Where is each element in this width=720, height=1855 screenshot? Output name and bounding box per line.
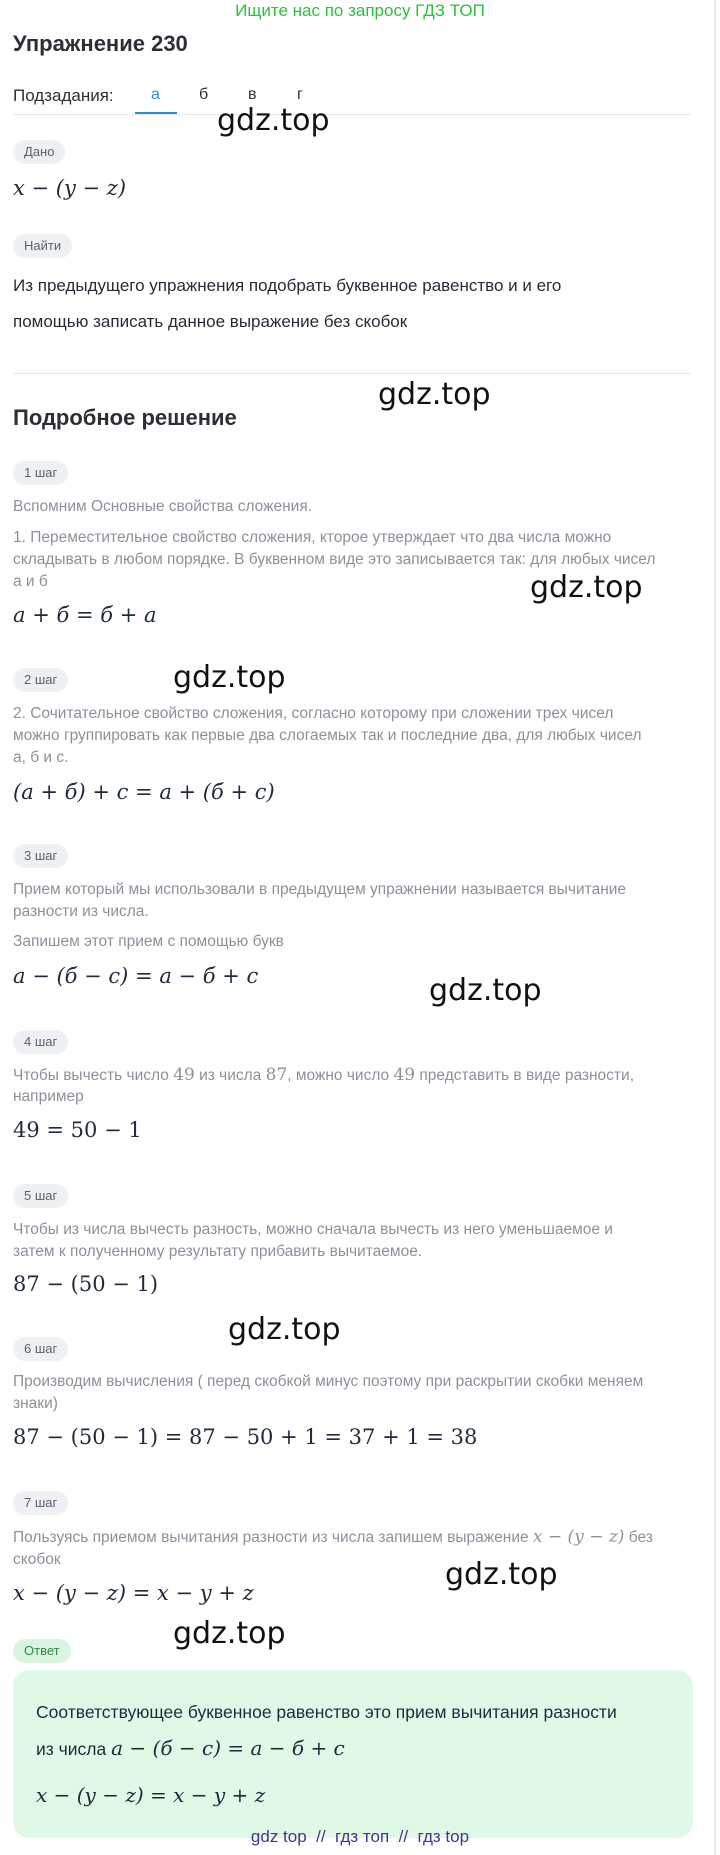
step-1-text-3: складывать в любом порядке. В буквенном виде это записывается так: для любых чисел bbox=[13, 551, 656, 568]
watermark: gdz.top bbox=[173, 1616, 286, 1651]
section-divider bbox=[13, 373, 691, 374]
top-banner[interactable]: Ищите нас по запросу ГДЗ ТОП bbox=[235, 1, 485, 20]
solution-heading: Подробное решение bbox=[13, 405, 237, 430]
tab-b[interactable]: б bbox=[199, 86, 209, 103]
find-chip: Найти bbox=[13, 234, 72, 258]
subtasks-label: Подзадания: bbox=[13, 86, 114, 105]
step-7-text-1 bbox=[13, 1526, 698, 1549]
step-2-text-2: можно группировать как первые два слогаемых так и последние два, для любых чисел bbox=[13, 727, 642, 744]
answer-line-2-expression: a − (б − c) = a − б + c bbox=[111, 1736, 345, 1760]
footer-separator: // bbox=[316, 1827, 326, 1846]
step-2-formula: (a + б) + c = a + (б + c) bbox=[13, 780, 275, 804]
step-4-number-87: 87 bbox=[265, 1065, 288, 1085]
step-6-text-1: Производим вычисления ( перед скобкой минус поэтому при раскрытии скобки меняем bbox=[13, 1373, 644, 1390]
step-5-text-1: Чтобы из числа вычесть разность, можно сначала вычесть из него уменьшаемое и bbox=[13, 1221, 613, 1238]
step-6-chip: 6 шаг bbox=[13, 1337, 68, 1361]
tab-a[interactable]: а bbox=[151, 86, 160, 103]
step-7-text-part: без bbox=[624, 1529, 653, 1546]
step-3-text-3: Запишем этот прием с помощью букв bbox=[13, 933, 284, 950]
footer-link-gdz-top-ru[interactable]: гдз топ bbox=[335, 1827, 390, 1846]
given-expression: x − (y − z) bbox=[13, 176, 127, 200]
given-chip: Дано bbox=[13, 140, 65, 164]
watermark: gdz.top bbox=[530, 570, 643, 605]
step-5-text-2: затем к полученному результату прибавить вычитаемое. bbox=[13, 1243, 423, 1260]
tabs-divider bbox=[13, 114, 691, 115]
step-7-text-part: Пользуясь приемом вычитания разности из числа запишем выражение bbox=[13, 1529, 533, 1546]
step-4-text-part: Чтобы вычесть число bbox=[13, 1067, 174, 1084]
answer-chip: Ответ bbox=[13, 1639, 71, 1663]
step-1-text-1: Вспомним Основные свойства сложения. bbox=[13, 498, 313, 515]
footer-separator: // bbox=[398, 1827, 409, 1846]
step-4-number-49: 49 bbox=[393, 1065, 416, 1085]
right-border bbox=[714, 0, 716, 1855]
page-title: Упражнение 230 bbox=[13, 31, 188, 56]
step-7-text-2: скобок bbox=[13, 1551, 61, 1568]
step-7-inline-expression: x − (y − z) bbox=[532, 1527, 625, 1547]
step-1-text-4: а и б bbox=[13, 573, 48, 590]
watermark: gdz.top bbox=[173, 660, 286, 695]
step-4-text-part: представить в виде разности, bbox=[415, 1067, 634, 1084]
step-5-formula: 87 − (50 − 1) bbox=[13, 1272, 159, 1296]
step-4-text-part: , можно число bbox=[287, 1067, 394, 1084]
answer-line-1: Соответствующее буквенное равенство это прием вычитания разности bbox=[36, 1702, 617, 1722]
step-6-formula: 87 − (50 − 1) = 87 − 50 + 1 = 37 + 1 = 38 bbox=[13, 1425, 478, 1449]
footer-link-gdz-top[interactable]: gdz top bbox=[250, 1827, 307, 1846]
step-1-text-2: 1. Переместительное свойство сложения, кторое утверждает что два числа можно bbox=[13, 529, 612, 546]
step-4-number-49: 49 bbox=[173, 1065, 195, 1085]
watermark: gdz.top bbox=[228, 1312, 341, 1347]
step-4-text-part: из числа bbox=[194, 1067, 266, 1084]
step-1-formula: a + б = б + a bbox=[13, 603, 157, 627]
step-4-text-2: например bbox=[13, 1088, 84, 1105]
tab-v[interactable]: в bbox=[248, 86, 257, 103]
step-1-chip: 1 шаг bbox=[13, 461, 68, 485]
watermark: gdz.top bbox=[445, 1557, 558, 1592]
watermark: gdz.top bbox=[378, 377, 491, 412]
find-text-line-1: Из предыдущего упражнения подобрать буквенное равенство и и его bbox=[13, 276, 562, 295]
step-6-text-2: знаки) bbox=[13, 1395, 58, 1412]
watermark: gdz.top bbox=[217, 103, 330, 138]
step-4-formula: 49 = 50 − 1 bbox=[13, 1118, 142, 1142]
answer-line-2 bbox=[36, 1731, 676, 1767]
find-text-line-2: помощью записать данное выражение без скобок bbox=[13, 312, 408, 331]
step-2-text-3: а, б и с. bbox=[13, 749, 69, 766]
answer-line-3 bbox=[36, 1778, 676, 1814]
answer-final-expression: x − (y − z) = x − y + z bbox=[36, 1783, 266, 1807]
step-2-text-1: 2. Сочитательное свойство сложения, согласно которому при сложении трех чисел bbox=[13, 705, 614, 722]
answer-line-2-prefix: из числа bbox=[36, 1739, 112, 1759]
step-3-text-1: Прием который мы использовали в предыдущем упражнении называется вычитание bbox=[13, 881, 627, 898]
step-2-chip: 2 шаг bbox=[13, 668, 68, 692]
step-7-chip: 7 шаг bbox=[13, 1491, 68, 1515]
step-7-formula: x − (y − z) = x − y + z bbox=[13, 1581, 254, 1605]
footer-links bbox=[0, 1826, 720, 1848]
step-4-chip: 4 шаг bbox=[13, 1030, 68, 1054]
step-3-formula: a − (б − c) = a − б + c bbox=[13, 964, 259, 988]
step-4-text-1 bbox=[13, 1064, 698, 1087]
step-5-chip: 5 шаг bbox=[13, 1184, 68, 1208]
tab-g[interactable]: г bbox=[297, 86, 303, 103]
step-3-text-2: разности из числа. bbox=[13, 903, 149, 920]
footer-link-gdz-top-mixed[interactable]: гдз top bbox=[417, 1827, 470, 1846]
watermark: gdz.top bbox=[429, 973, 542, 1008]
step-3-chip: 3 шаг bbox=[13, 844, 68, 868]
